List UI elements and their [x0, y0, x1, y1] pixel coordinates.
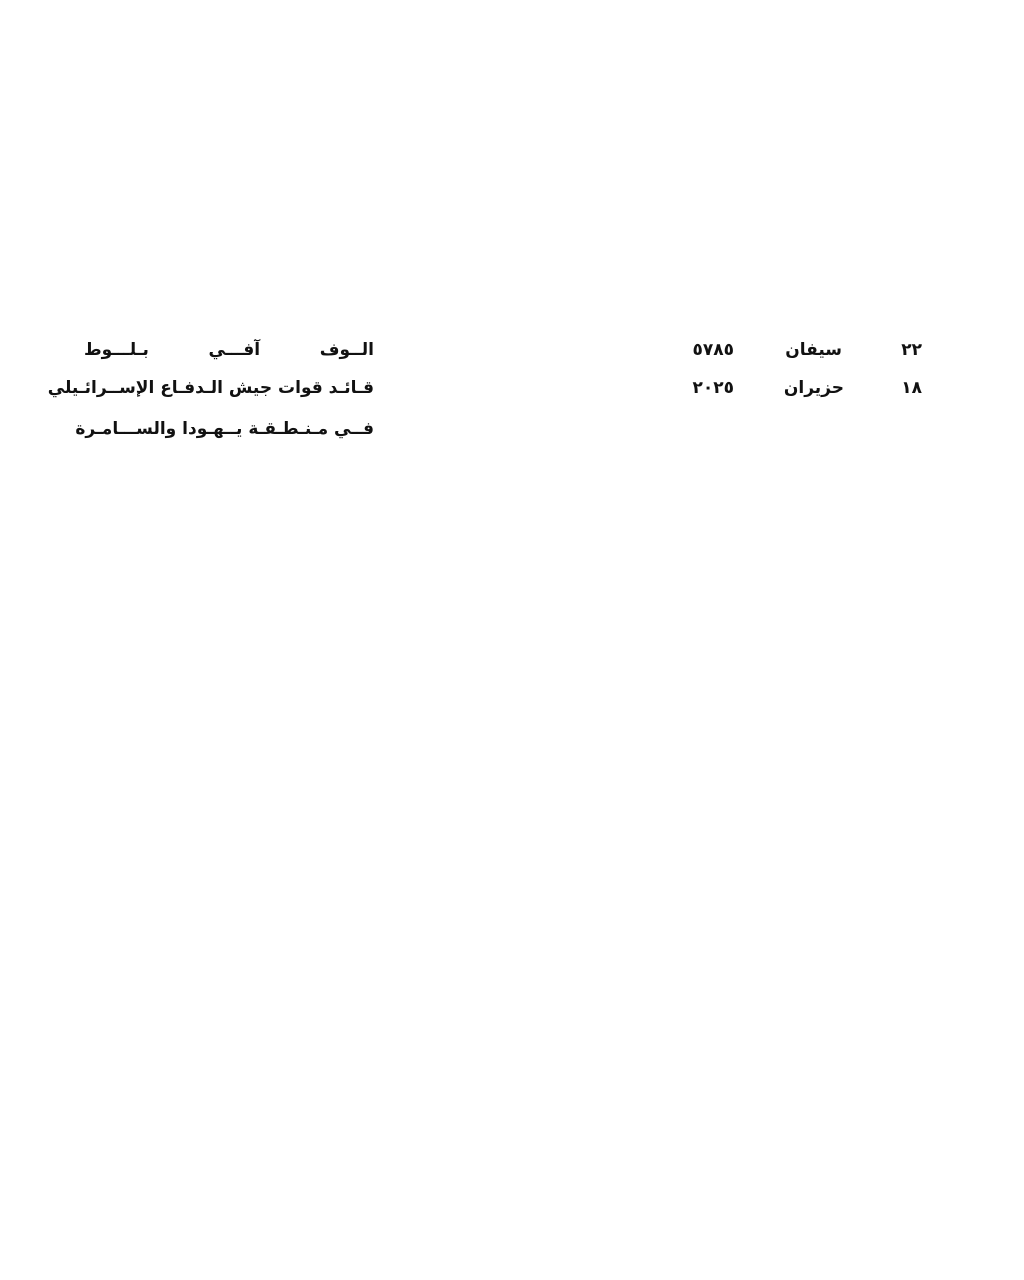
gregorian-date-year: ٢٠٢٥	[692, 378, 734, 398]
hebrew-date-year: ٥٧٨٥	[692, 340, 734, 360]
hebrew-date-month: سيفان	[785, 340, 842, 360]
signatory-rank: قـائـد قوات جيش الـدفـاع الإســرائـيلي	[47, 378, 374, 398]
gregorian-date-day: ١٨	[901, 378, 922, 398]
signatory-name: الــوف آفـــي بـلـــوط	[84, 340, 374, 360]
gregorian-date-month: حزيران	[783, 378, 844, 398]
hebrew-date-day: ٢٢	[901, 340, 922, 360]
signatory-region: فــي مـنـطـقـة يــهـودا والســـامـرة	[75, 419, 374, 439]
